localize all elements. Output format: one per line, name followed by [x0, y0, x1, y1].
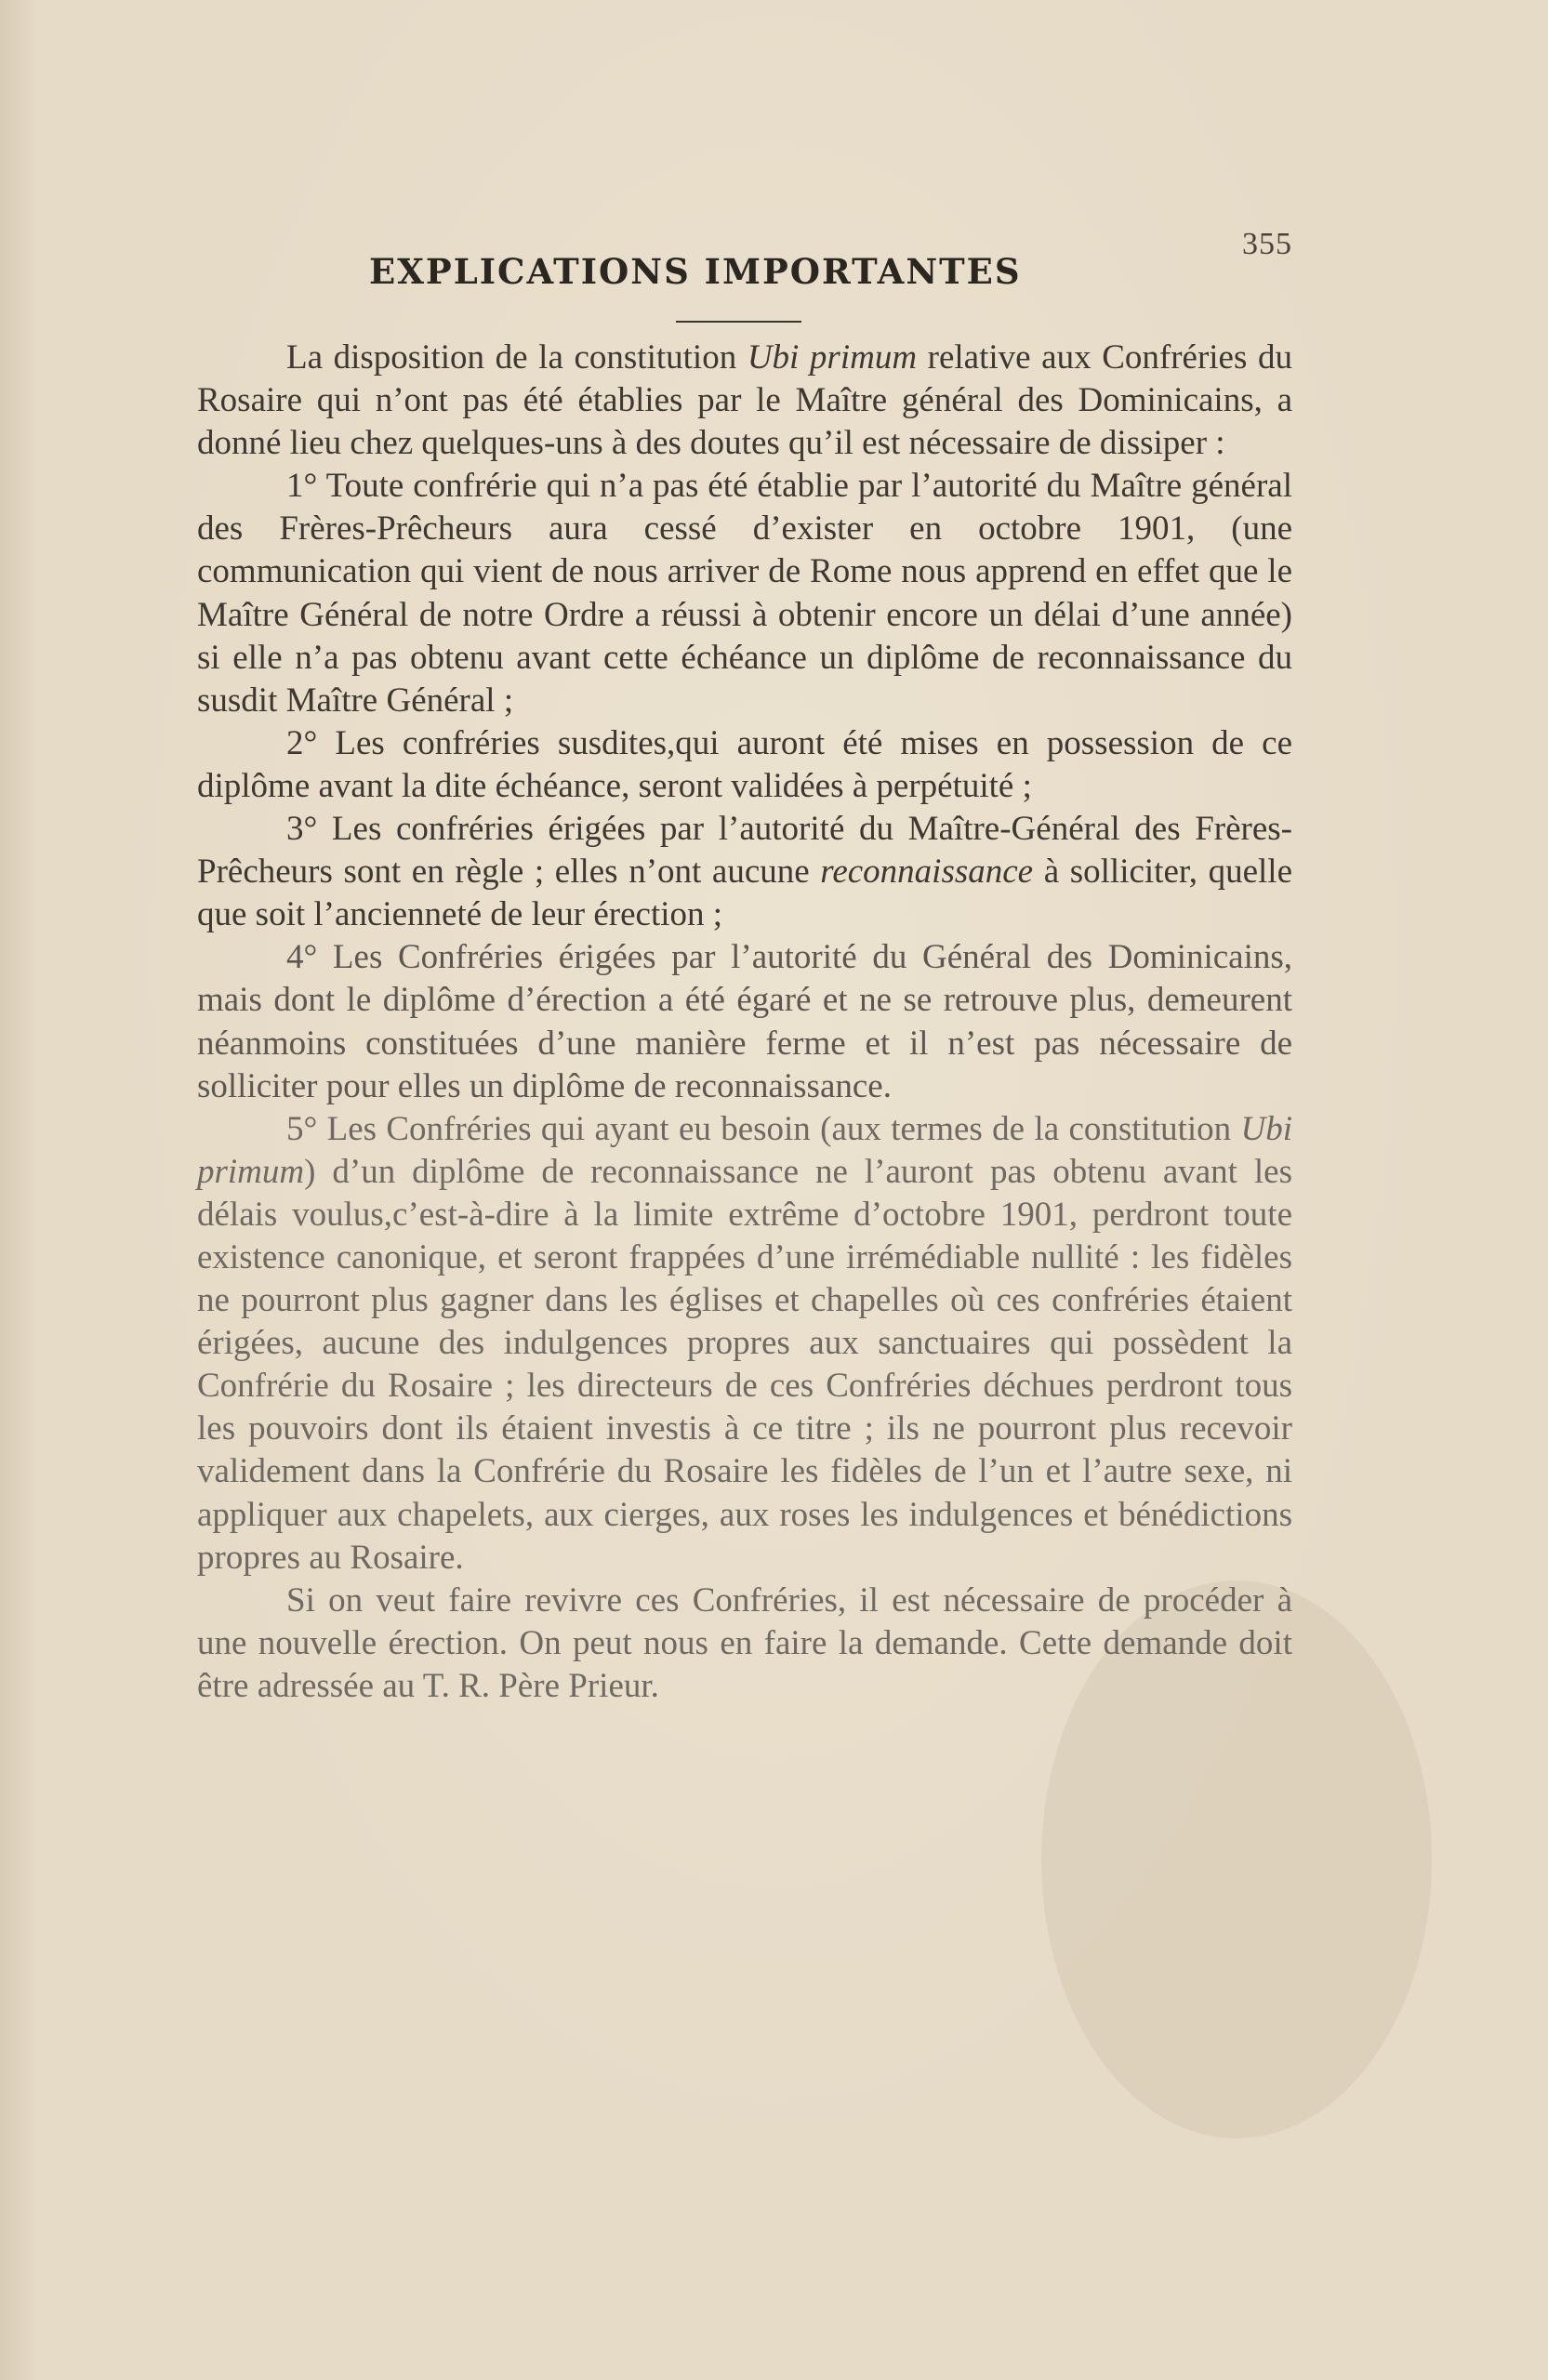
intro-text-before: La disposition de la constitution — [286, 338, 748, 377]
item-3-text-after: à solliciter, quelle que soit l’ancienneté de leur érection ; — [197, 853, 1292, 934]
intro-italic-title: Ubi primum — [747, 338, 918, 377]
item-5-paragraph — [197, 1108, 1292, 1580]
item-5-italic-title: Ubi primum — [197, 1109, 1292, 1191]
heading-rule — [676, 321, 801, 323]
item-5-text-after: ) d’un diplôme de reconnaissance ne l’auront pas obtenu avant les délais voulus,c’est-à-dire à la limite extrême d’octobre 1901, perdront toute existence canonique, et seront frappées d’une irrémédiable nullité : les fidèles ne pourront plus gagner dans les églises et chapelles où ces confréries étaient érigées, aucune des indulgences propres aux sanctuaires qui possèdent la Confrérie du Rosaire ; les directeurs de ces Confréries déchues perdront tous les pouvoirs dont ils étaient investis à ce titre ; ils ne pourront plus recevoir validement dans la Confrérie du Rosaire les fidèles de l’un et l’autre sexe, ni appliquer aux chapelets, aux cierges, aux roses les indulgences et bénédictions propres au Rosaire. — [197, 1152, 1292, 1577]
running-head: EXPLICATIONS IMPORTANTES — [369, 251, 1022, 292]
intro-text-after: relative aux Confréries du Rosaire qui n’ont pas été établies par le Maître général des Dominicains, a donné lieu chez quelques-uns à des doutes qu’il est nécessaire de dissiper : — [197, 338, 1292, 463]
item-1-paragraph: 1° Toute confrérie qui n’a pas été établie par l’autorité du Maître général des Frères-Prêcheurs aura cessé d’exister en octobre 1901, (une communication qui vient de nous arriver de Rome nous apprend en effet que le Maître Général de notre Ordre a réussi à obtenir encore un délai d’une année) si elle n’a pas obtenu avant cette échéance un diplôme de reconnaissance du susdit Maître Général ; — [197, 467, 1292, 720]
body-text — [197, 337, 1292, 1708]
item-5-text-before: 5° Les Confréries qui ayant eu besoin (aux termes de la constitution — [286, 1109, 1241, 1148]
closing-paragraph: Si on veut faire revivre ces Confréries, il est nécessaire de procéder à une nouvelle érection. On peut nous en faire la demande. Cette demande doit être adressée au T. R. Père Prieur. — [197, 1580, 1292, 1705]
item-4-paragraph: 4° Les Confréries érigées par l’autorité du Général des Dominicains, mais dont le diplôme d’érection a été égaré et ne se retrouve plus, demeurent néanmoins constituées d’une manière ferme et il n’est pas nécessaire de solliciter pour elles un diplôme de reconnaissance. — [197, 938, 1292, 1105]
intro-paragraph — [197, 337, 1292, 465]
item-3-italic-word: reconnaissance — [820, 853, 1034, 892]
item-2-paragraph: 2° Les confréries susdites,qui auront été mises en possession de ce diplôme avant la dite échéance, seront validées à perpétuité ; — [197, 723, 1292, 805]
item-3-paragraph — [197, 808, 1292, 936]
item-3-text-before: 3° Les confréries érigées par l’autorité du Maître-Général des Frères-Prêcheurs sont en règle ; elles n’ont aucune — [197, 810, 1292, 892]
page-number: 355 — [1242, 227, 1292, 261]
